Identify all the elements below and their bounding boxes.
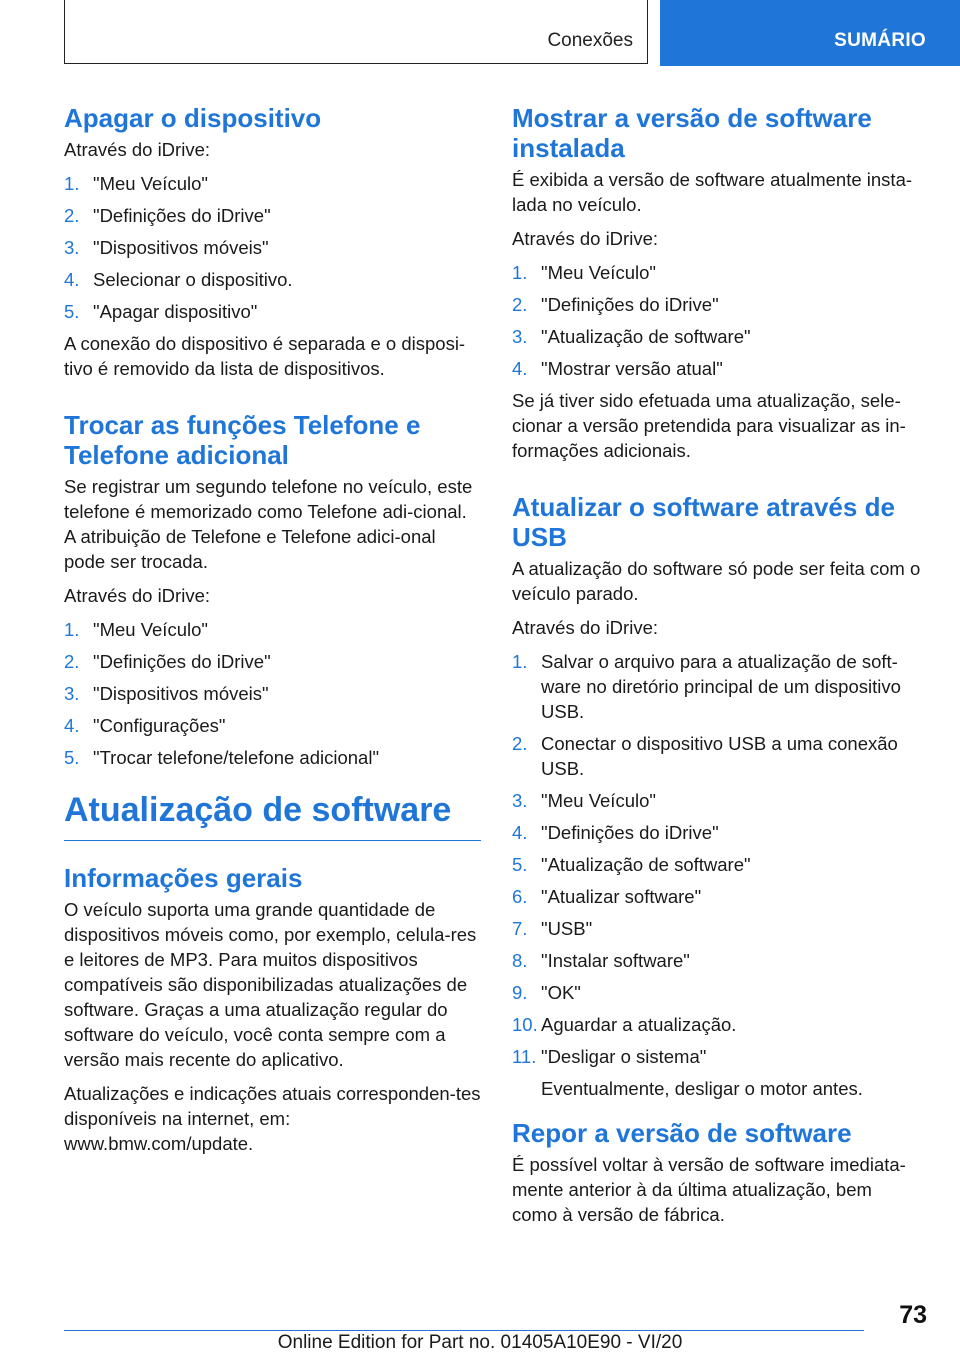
summary-button[interactable]: [660, 0, 960, 66]
list-item: [512, 260, 922, 285]
right-column: [512, 103, 922, 1236]
paragraph: Através do iDrive:: [512, 228, 658, 249]
list-item: [512, 852, 922, 877]
step-number: 11.: [512, 1046, 537, 1067]
step-text: "Meu Veículo": [93, 173, 208, 194]
summary-button-label: SUMÁRIO: [834, 30, 926, 51]
list-item: [64, 267, 481, 292]
paragraph: Através do iDrive:: [64, 585, 210, 606]
list-item: [64, 681, 481, 706]
footer-divider: [64, 1330, 864, 1331]
paragraph: O veículo suporta uma grande quantidade de dispositivos móveis como, por exemplo, celula-res e leitores de MP3. Para muitos dispositivos compatíveis são disponibilizadas atualizações de software. Graças a uma atualização regular do software do veículo, você conta sempre com a versão mais recente do aplicativo.: [64, 899, 477, 1070]
step-number: 4.: [512, 822, 528, 843]
step-number: 3.: [64, 237, 80, 258]
step-number: 4.: [64, 715, 80, 736]
step-text: "Dispositivos móveis": [93, 237, 269, 258]
list-item: [512, 649, 922, 724]
list-item: [512, 948, 922, 973]
step-number: 2.: [512, 733, 528, 754]
paragraph: É possível voltar à versão de software imediata-mente anterior à da última atualização, bem como à versão de fábrica.: [512, 1154, 906, 1225]
heading-mostrar: Mostrar a versão de software instalada: [512, 103, 872, 163]
step-number: 4.: [512, 358, 528, 379]
steps-apagar: [64, 171, 481, 324]
paragraph: Através do iDrive:: [64, 139, 210, 160]
list-item: [512, 916, 922, 941]
step-text: "Definições do iDrive": [93, 205, 271, 226]
step-text: "Configurações": [93, 715, 226, 736]
paragraph: Se já tiver sido efetuada uma atualização, sele-cionar a versão pretendida para visualizar as in-formações adicionais.: [512, 390, 906, 461]
step-text: "Definições do iDrive": [541, 822, 719, 843]
heading-info: Informações gerais: [64, 863, 303, 893]
step-text: "USB": [541, 918, 593, 939]
step-number: 5.: [64, 301, 80, 322]
step-text: "Atualização de software": [541, 326, 751, 347]
paragraph: É exibida a versão de software atualmente insta-lada no veículo.: [512, 169, 913, 215]
step-text: "Desligar o sistema": [541, 1046, 707, 1067]
steps-trocar: [64, 617, 481, 770]
step-number: 10.: [512, 1014, 538, 1035]
list-item: [512, 292, 922, 317]
step-text: "Atualizar software": [541, 886, 702, 907]
steps-usb: [512, 649, 922, 1101]
list-item: [512, 356, 922, 381]
step-text: "OK": [541, 982, 581, 1003]
step-number: 1.: [64, 173, 80, 194]
paragraph: Através do iDrive:: [512, 617, 658, 638]
section-tab: [64, 0, 648, 64]
step-text: Salvar o arquivo para a atualização de soft-ware no diretório principal de um dispositivo USB.: [541, 651, 901, 722]
step-text: Aguardar a atualização.: [541, 1014, 737, 1035]
step-note: Eventualmente, desligar o motor antes.: [541, 1078, 863, 1099]
paragraph: Se registrar um segundo telefone no veículo, este telefone é memorizado como Telefone adi-cional. A atribuição de Telefone e Telefone adici-onal pode ser trocada.: [64, 476, 473, 572]
list-item: [64, 299, 481, 324]
list-item: [64, 617, 481, 642]
list-item: [512, 980, 922, 1005]
list-item: [64, 713, 481, 738]
list-item: [64, 235, 481, 260]
step-number: 7.: [512, 918, 528, 939]
list-item: [64, 745, 481, 770]
list-item: [512, 1012, 922, 1037]
step-text: "Trocar telefone/telefone adicional": [93, 747, 380, 768]
step-number: 4.: [64, 269, 80, 290]
list-item: [512, 884, 922, 909]
step-number: 3.: [512, 326, 528, 347]
step-text: "Meu Veículo": [93, 619, 208, 640]
step-text: "Definições do iDrive": [541, 294, 719, 315]
list-item: [512, 731, 922, 781]
heading-usb: Atualizar o software através de USB: [512, 492, 895, 552]
heading-trocar: Trocar as funções Telefone e Telefone adicional: [64, 410, 421, 470]
step-text: "Atualização de software": [541, 854, 751, 875]
page-number: 73: [899, 1301, 927, 1329]
step-number: 3.: [64, 683, 80, 704]
step-number: 8.: [512, 950, 528, 971]
step-text: "Meu Veículo": [541, 790, 656, 811]
list-item: [512, 324, 922, 349]
step-text: "Instalar software": [541, 950, 690, 971]
paragraph: Atualizações e indicações atuais corresponden-tes disponíveis na internet, em: www.bmw.com/update.: [64, 1083, 481, 1154]
left-column: [64, 103, 481, 1165]
list-item: [64, 649, 481, 674]
list-item: [64, 203, 481, 228]
step-number: 1.: [512, 262, 528, 283]
page-header: [0, 0, 960, 66]
step-number: 2.: [64, 651, 80, 672]
step-number: 2.: [512, 294, 528, 315]
step-text: "Definições do iDrive": [93, 651, 271, 672]
step-number: 5.: [512, 854, 528, 875]
list-item: [512, 788, 922, 813]
step-text: "Apagar dispositivo": [93, 301, 258, 322]
step-number: 6.: [512, 886, 528, 907]
step-number: 2.: [64, 205, 80, 226]
heading-repor: Repor a versão de software: [512, 1118, 852, 1148]
heading-apagar: Apagar o dispositivo: [64, 103, 322, 133]
step-number: 1.: [64, 619, 80, 640]
step-text: "Mostrar versão atual": [541, 358, 723, 379]
list-item: [512, 1044, 922, 1101]
footer: [0, 1332, 960, 1354]
chapter-title: Atualização de software: [64, 788, 481, 841]
step-text: Conectar o dispositivo USB a uma conexão USB.: [541, 733, 898, 779]
step-text: "Meu Veículo": [541, 262, 656, 283]
list-item: [512, 820, 922, 845]
list-item: [64, 171, 481, 196]
paragraph: A atualização do software só pode ser feita com o veículo parado.: [512, 558, 921, 604]
footer-edition: Online Edition for Part no. 01405A10E90 - VI/20: [277, 1332, 683, 1353]
paragraph: A conexão do dispositivo é separada e o disposi-tivo é removido da lista de dispositivos.: [64, 333, 466, 379]
step-number: 1.: [512, 651, 528, 672]
step-text: "Dispositivos móveis": [93, 683, 269, 704]
step-text: Selecionar o dispositivo.: [93, 269, 293, 290]
step-number: 9.: [512, 982, 528, 1003]
step-number: 3.: [512, 790, 528, 811]
section-title: Conexões: [547, 30, 633, 51]
steps-mostrar: [512, 260, 922, 381]
step-number: 5.: [64, 747, 80, 768]
